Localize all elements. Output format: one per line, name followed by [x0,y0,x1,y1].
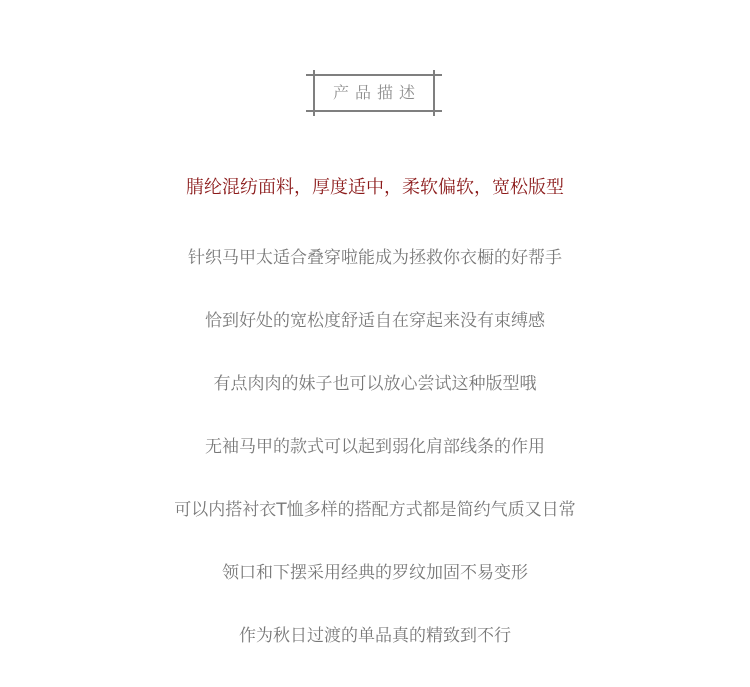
feature-item: 无袖马甲的款式可以起到弱化肩部线条的作用 [205,437,545,457]
feature-list [0,246,750,687]
product-headline: 腈纶混纺面料，厚度适中，柔软偏软，宽松版型 [186,177,564,198]
feature-item: 有点肉肉的妹子也可以放心尝试这种版型哦 [213,374,537,394]
section-title: 产品描述 [332,83,421,102]
feature-item: 可以内搭衬衣T恤多样的搭配方式都是简约气质又日常 [174,500,576,520]
feature-item: 针织马甲太适合叠穿啦能成为拯救你衣橱的好帮手 [188,248,562,268]
feature-item: 恰到好处的宽松度舒适自在穿起来没有束缚感 [205,311,545,331]
section-title-frame [306,70,442,116]
feature-item: 领口和下摆采用经典的罗纹加固不易变形 [222,563,528,583]
feature-item: 作为秋日过渡的单品真的精致到不行 [239,626,511,646]
